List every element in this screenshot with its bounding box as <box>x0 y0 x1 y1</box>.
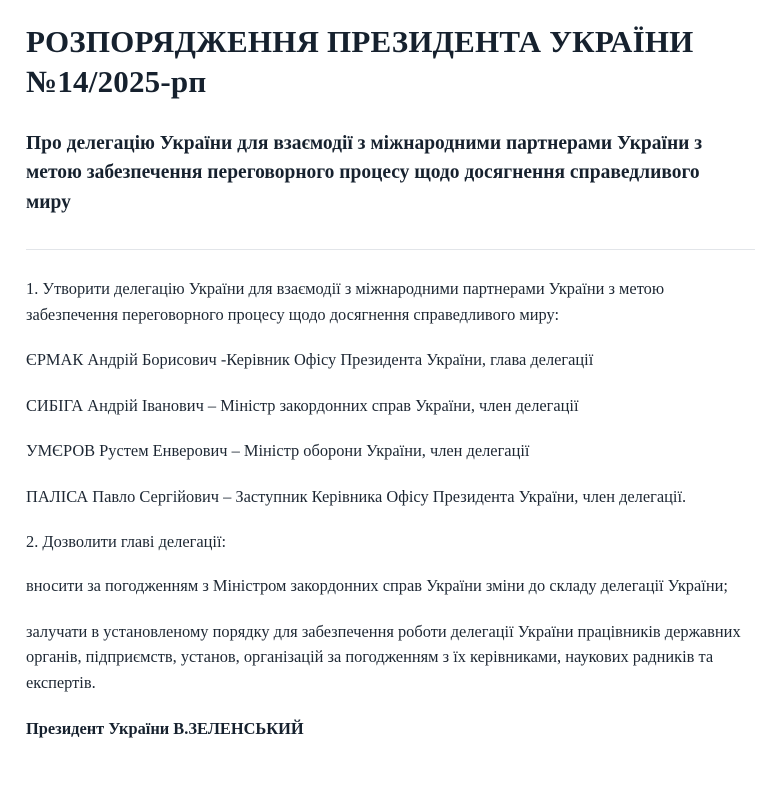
document-body <box>26 276 755 741</box>
delegation-member-umerov: УМЄРОВ Рустем Енверович – Міністр оборони України, член делегації <box>26 441 530 461</box>
paragraph: залучати в установленому порядку для забезпечення роботи делегації України працівників державних органів, підприємств, установ, організацій за погодженням з їх керівниками, наукових радників та експертів. <box>26 621 741 692</box>
section-divider <box>26 249 755 250</box>
signature-line: Президент України В.ЗЕЛЕНСЬКИЙ <box>26 719 304 739</box>
page-title: РОЗПОРЯДЖЕННЯ ПРЕЗИДЕНТА УКРАЇНИ №14/2025-рп <box>26 24 694 100</box>
document-subtitle: Про делегацію України для взаємодії з міжнародними партнерами України з метою забезпечення переговорного процесу щодо досягнення справедливого миру <box>26 132 703 213</box>
delegation-member-sybiha: СИБІГА Андрій Іванович – Міністр закордонних справ України, член делегації <box>26 395 579 415</box>
paragraph: 2. Дозволити главі делегації: <box>26 532 227 551</box>
delegation-member-yermak: ЄРМАК Андрій Борисович -Керівник Офісу Президента України, глава делегації <box>26 350 594 370</box>
paragraph: вносити за погодженням з Міністром закордонних справ України зміни до складу делегації України; <box>26 576 728 596</box>
delegation-member-palisa: ПАЛІСА Павло Сергійович – Заступник Керівника Офісу Президента України, член делегації. <box>26 486 687 506</box>
paragraph: 1. Утворити делегацію України для взаємодії з міжнародними партнерами України з метою забезпечення переговорного процесу щодо досягнення справедливого миру: <box>26 279 665 324</box>
